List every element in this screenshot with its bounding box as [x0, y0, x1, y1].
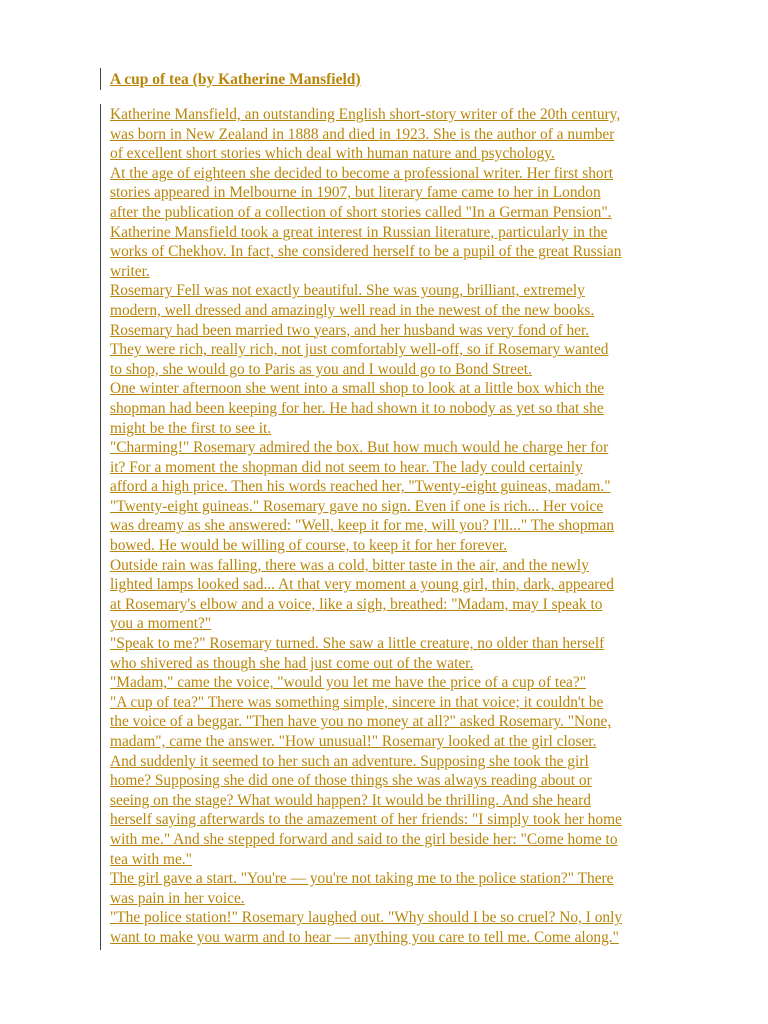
title-margin-bar [100, 68, 101, 90]
text-line: was born in New Zealand in 1888 and died in 1923. She is the author of a number [110, 125, 615, 143]
text-line: afford a high price. Then his words reached her, "Twenty-eight guineas, madam." [110, 478, 611, 496]
text-line: Rosemary Fell was not exactly beautiful. She was young, brilliant, extremely [110, 282, 585, 300]
text-line: "The police station!" Rosemary laughed out. "Why should I be so cruel? No, I only [110, 909, 623, 927]
text-line: One winter afternoon she went into a small shop to look at a little box which the [110, 380, 605, 398]
text-line: the voice of a beggar. "Then have you no money at all?" asked Rosemary. "None, [110, 713, 612, 731]
text-line: who shivered as though she had just come out of the water. [110, 654, 474, 672]
text-line: home? Supposing she did one of those things she was always reading about or [110, 772, 592, 790]
text-line: "A cup of tea?" There was something simple, sincere in that voice; it couldn't be [110, 693, 604, 711]
text-line: want to make you warm and to hear — anything you care to tell me. Come along." [110, 928, 619, 946]
text-line: At the age of eighteen she decided to become a professional writer. Her first short [110, 164, 614, 182]
text-line: was pain in her voice. [110, 889, 245, 907]
body-margin-bar [100, 104, 101, 950]
text-line: "Charming!" Rosemary admired the box. But how much would he charge her for [110, 439, 609, 457]
text-line: stories appeared in Melbourne in 1907, but literary fame came to her in London [110, 184, 601, 202]
text-line: it? For a moment the shopman did not seem to hear. The lady could certainly [110, 458, 583, 476]
text-line: writer. [110, 262, 150, 280]
text-line: tea with me." [110, 850, 192, 868]
text-line: "Speak to me?" Rosemary turned. She saw a little creature, no older than herself [110, 635, 605, 653]
text-line: might be the first to see it. [110, 419, 272, 437]
text-line: of excellent short stories which deal with human nature and psychology. [110, 145, 555, 163]
text-line: They were rich, really rich, not just comfortably well-off, so if Rosemary wanted [110, 341, 609, 359]
text-line: shopman had been keeping for her. He had shown it to nobody as yet so that she [110, 399, 604, 417]
text-line: "Twenty-eight guineas." Rosemary gave no sign. Even if one is rich... Her voice [110, 497, 604, 515]
title-block [110, 70, 361, 89]
text-line: was dreamy as she answered: "Well, keep it for me, will you? I'll..." The shopman [110, 517, 615, 535]
text-line: herself saying afterwards to the amazement of her friends: "I simply took her home [110, 811, 622, 829]
text-line: to shop, she would go to Paris as you and I would go to Bond Street. [110, 360, 532, 378]
document-title: A cup of tea (by Katherine Mansfield) [110, 71, 361, 88]
text-line: madam", came the answer. "How unusual!" Rosemary looked at the girl closer. [110, 733, 597, 750]
document-body [110, 105, 720, 948]
text-line: Katherine Mansfield, an outstanding English short-story writer of the 20th century, [110, 106, 621, 123]
text-line: Rosemary had been married two years, and her husband was very fond of her. [110, 321, 590, 339]
text-line: after the publication of a collection of short stories called "In a German Pension". [110, 203, 612, 221]
text-line: lighted lamps looked sad... At that very moment a young girl, thin, dark, appeared [110, 576, 614, 594]
text-line: modern, well dressed and amazingly well read in the newest of the new books. [110, 301, 595, 319]
text-line: And suddenly it seemed to her such an adventure. Supposing she took the girl [110, 752, 589, 770]
text-line: at Rosemary's elbow and a voice, like a sigh, breathed: "Madam, may I speak to [110, 595, 603, 613]
text-line: "Madam," came the voice, "would you let me have the price of a cup of tea?" [110, 674, 586, 692]
text-line: bowed. He would be willing of course, to keep it for her forever. [110, 537, 508, 555]
text-line: works of Chekhov. In fact, she considered herself to be a pupil of the great Russian [110, 243, 622, 261]
text-line: Outside rain was falling, there was a cold, bitter taste in the air, and the newly [110, 556, 589, 574]
text-line: seeing on the stage? What would happen? It would be thrilling. And she heard [110, 791, 591, 809]
text-line: with me." And she stepped forward and said to the girl beside her: "Come home to [110, 830, 618, 848]
text-line: The girl gave a start. "You're — you're not taking me to the police station?" There [110, 870, 614, 888]
text-line: you a moment?" [110, 615, 212, 633]
text-line: Katherine Mansfield took a great interest in Russian literature, particularly in the [110, 223, 608, 241]
